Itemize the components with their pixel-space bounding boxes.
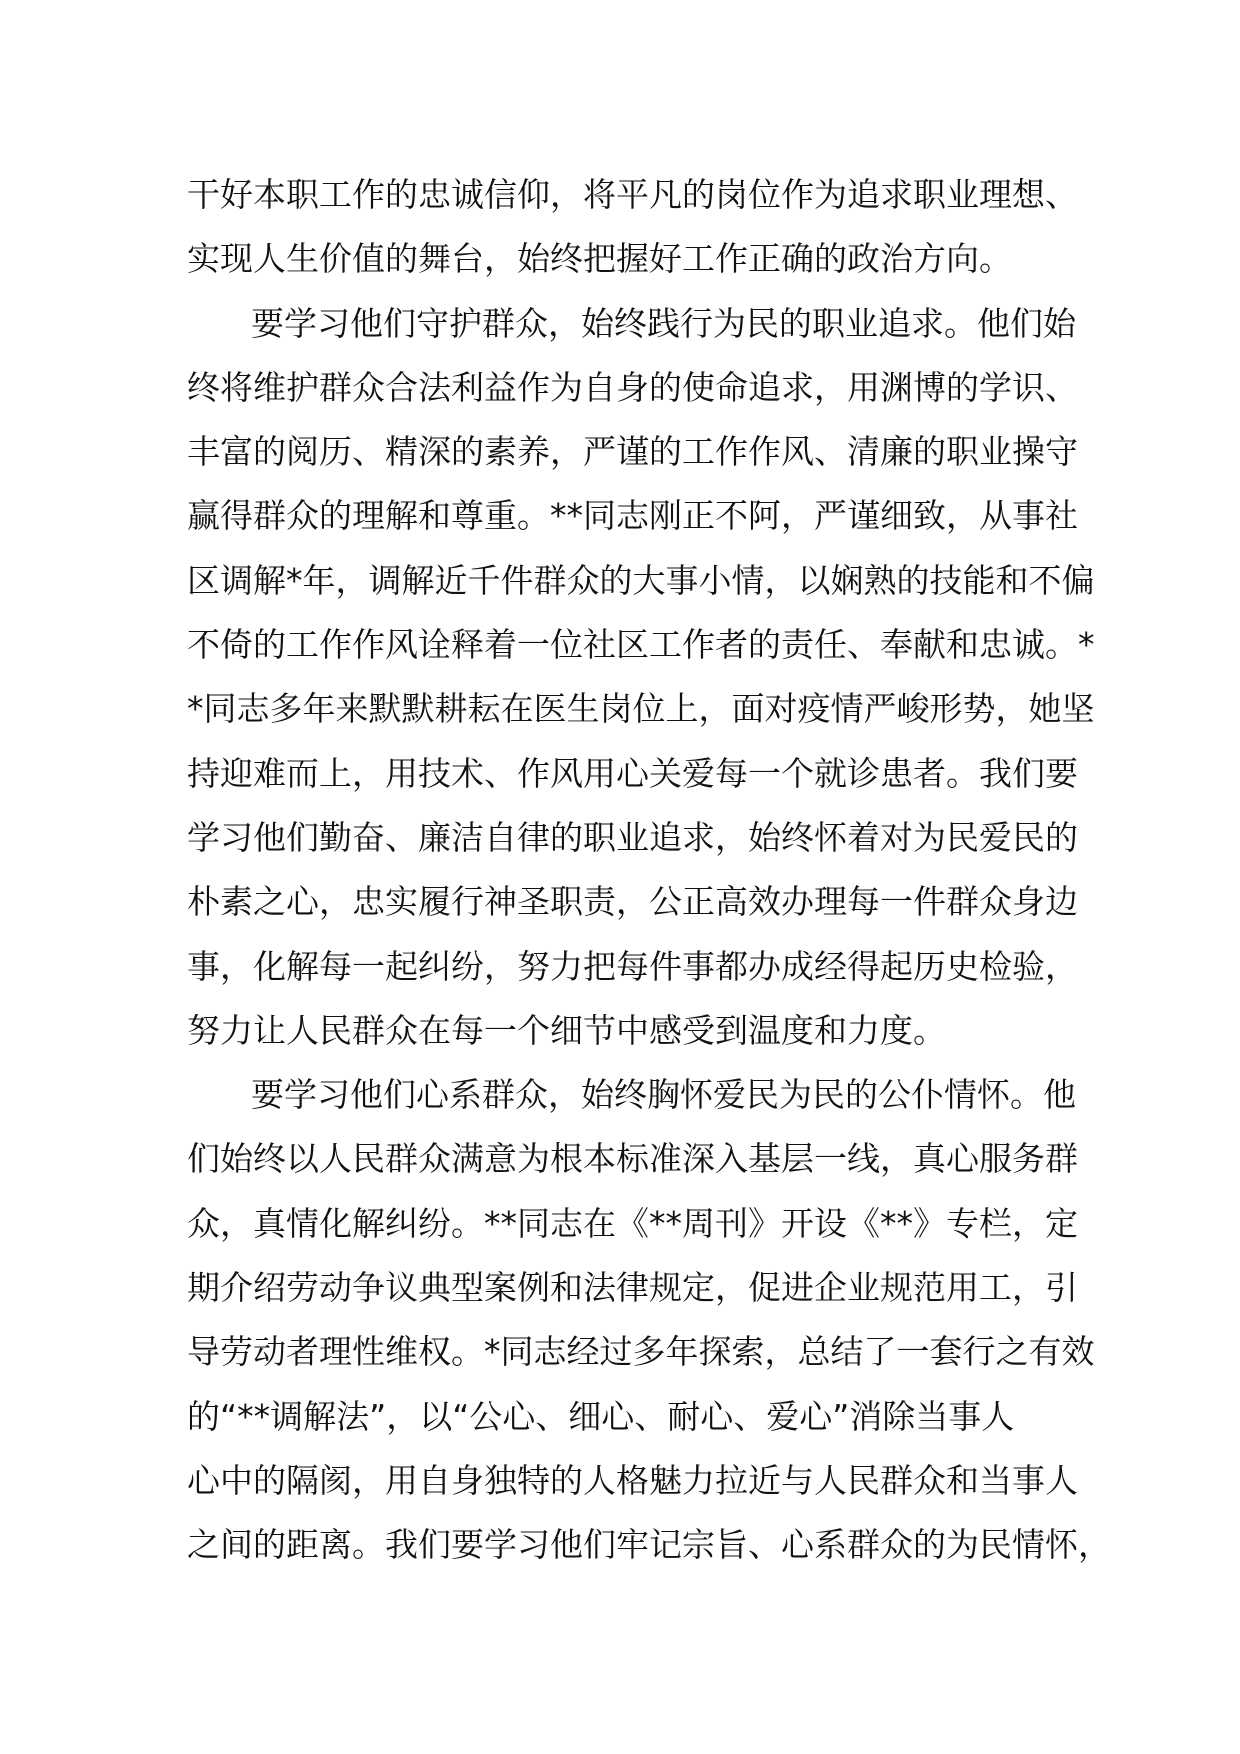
body-text — [187, 163, 1111, 1578]
text-line: 持迎难而上，用技术、作风用心关爱每一个就诊患者。我们要 — [187, 753, 1078, 793]
text-line: 事，化解每一起纠纷，努力把每件事都办成经得起历史检验， — [187, 946, 1078, 986]
text-line: 不倚的工作作风诠释着一位社区工作者的责任、奉献和忠诚。* — [187, 625, 1095, 665]
text-line: *同志多年来默默耕耘在医生岗位上，面对疫情严峻形势，她坚 — [187, 689, 1095, 729]
text-line: 区调解*年，调解近千件群众的大事小情，以娴熟的技能和不偏 — [187, 560, 1095, 600]
text-line: 们始终以人民群众满意为根本标准深入基层一线，真心服务群 — [187, 1139, 1078, 1179]
text-line: 赢得群众的理解和尊重。**同志刚正不阿，严谨细致，从事社 — [187, 496, 1078, 536]
text-line: 众，真情化解纠纷。**同志在《**周刊》开设《**》专栏，定 — [187, 1203, 1078, 1243]
text-line: 学习他们勤奋、廉洁自律的职业追求，始终怀着对为民爱民的 — [187, 817, 1078, 857]
text-line: 实现人生价值的舞台，始终把握好工作正确的政治方向。 — [187, 239, 1012, 279]
text-line: 干好本职工作的忠诚信仰，将平凡的岗位作为追求职业理想、 — [187, 175, 1078, 214]
paragraph-start-line: 要学习他们心系群众，始终胸怀爱民为民的公仆情怀。他 — [251, 1075, 1076, 1115]
paragraph-start-line: 要学习他们守护群众，始终践行为民的职业追求。他们始 — [251, 303, 1076, 343]
text-line: 期介绍劳动争议典型案例和法律规定，促进企业规范用工，引 — [187, 1268, 1078, 1308]
text-line: 朴素之心，忠实履行神圣职责，公正高效办理每一件群众身边 — [187, 882, 1078, 922]
text-line: 丰富的阅历、精深的素养，严谨的工作作风、清廉的职业操守 — [187, 432, 1078, 472]
text-line: 的“**调解法”，以“公心、细心、耐心、爱心”消除当事人 — [187, 1396, 1015, 1436]
text-line: 之间的距离。我们要学习他们牢记宗旨、心系群众的为民情怀， — [187, 1525, 1111, 1565]
text-line: 努力让人民群众在每一个细节中感受到温度和力度。 — [187, 1010, 946, 1050]
text-line: 心中的隔阂，用自身独特的人格魅力拉近与人民群众和当事人 — [187, 1460, 1078, 1500]
text-line: 终将维护群众合法利益作为自身的使命追求，用渊博的学识、 — [187, 367, 1078, 407]
text-line: 导劳动者理性维权。*同志经过多年探索，总结了一套行之有效 — [187, 1332, 1095, 1372]
